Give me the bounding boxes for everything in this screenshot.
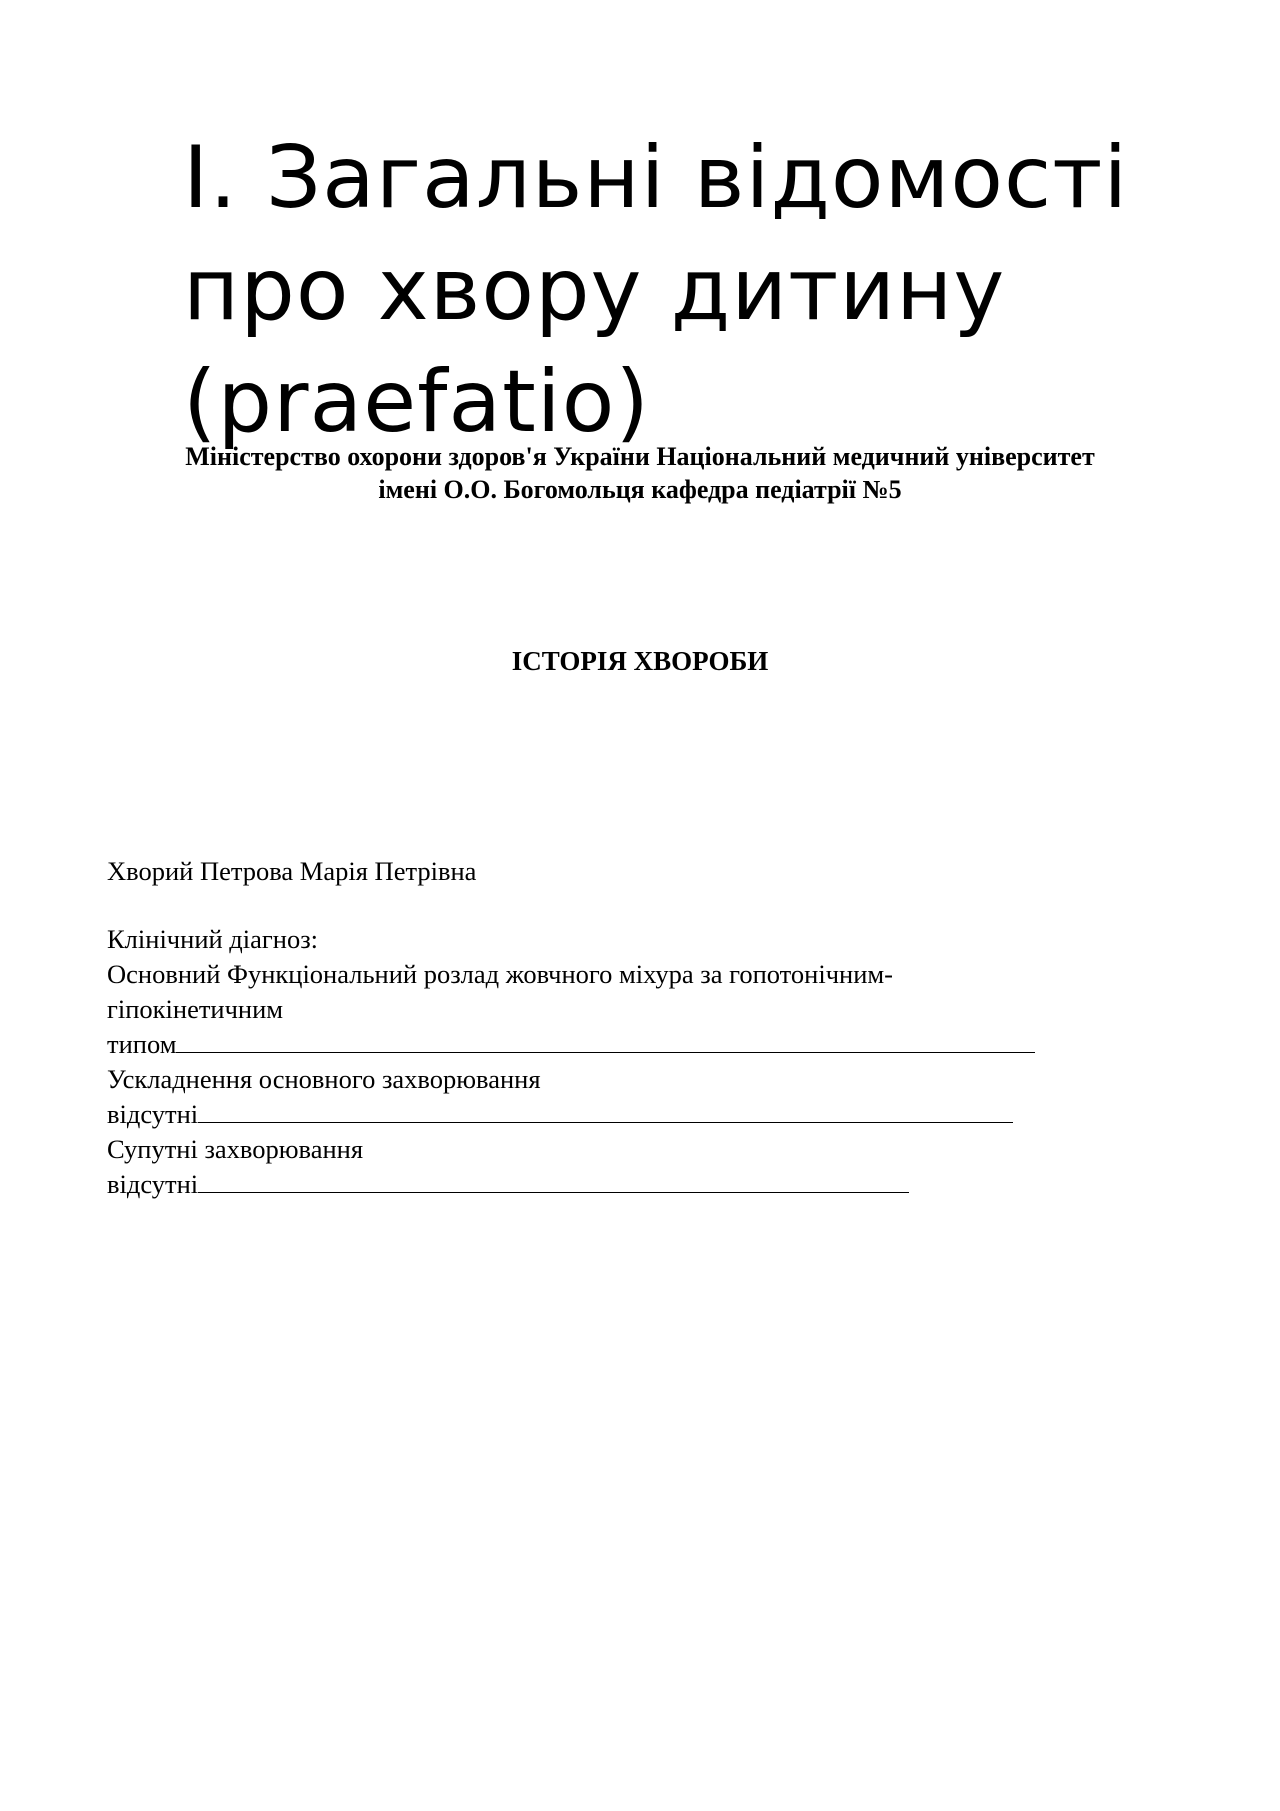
section-heading-line-2: про хвору дитину [183,240,1006,340]
main-diagnosis-line-3 [107,1027,1035,1062]
fill-in-underline [198,1098,1013,1123]
main-diagnosis-type: типом [107,1029,177,1059]
complications-label: Ускладнення основного захворювання [107,1064,541,1094]
document-title: ІСТОРІЯ ХВОРОБИ [511,646,769,676]
section-heading [183,122,1243,458]
section-heading-line-1: І. Загальні відомості [183,128,1129,228]
section-heading-line-3: (praefatio) [183,352,650,452]
comorbid-line [107,1167,1035,1202]
complications-value: відсутні [107,1099,199,1129]
diagnosis-label: Клінічний діагноз: [107,924,319,954]
complications-line [107,1097,1035,1132]
fill-in-underline [198,1168,909,1193]
diagnosis-block [107,922,1035,1202]
main-diagnosis-line-2: гіпокінетичним [107,994,284,1024]
fill-in-underline [176,1028,1035,1053]
institution-header [100,440,1180,506]
patient-name-line: Хворий Петрова Марія Петрівна [107,856,477,886]
comorbid-value: відсутні [107,1169,199,1199]
institution-line-1: Міністерство охорони здоров'я України Національний медичний університет [185,442,1095,471]
comorbid-label: Супутні захворювання [107,1134,364,1164]
institution-line-2: імені О.О. Богомольця кафедра педіатрії №5 [378,475,902,504]
main-diagnosis-line-1: Основний Функціональний розлад жовчного міхура за гопотонічним- [107,959,893,989]
